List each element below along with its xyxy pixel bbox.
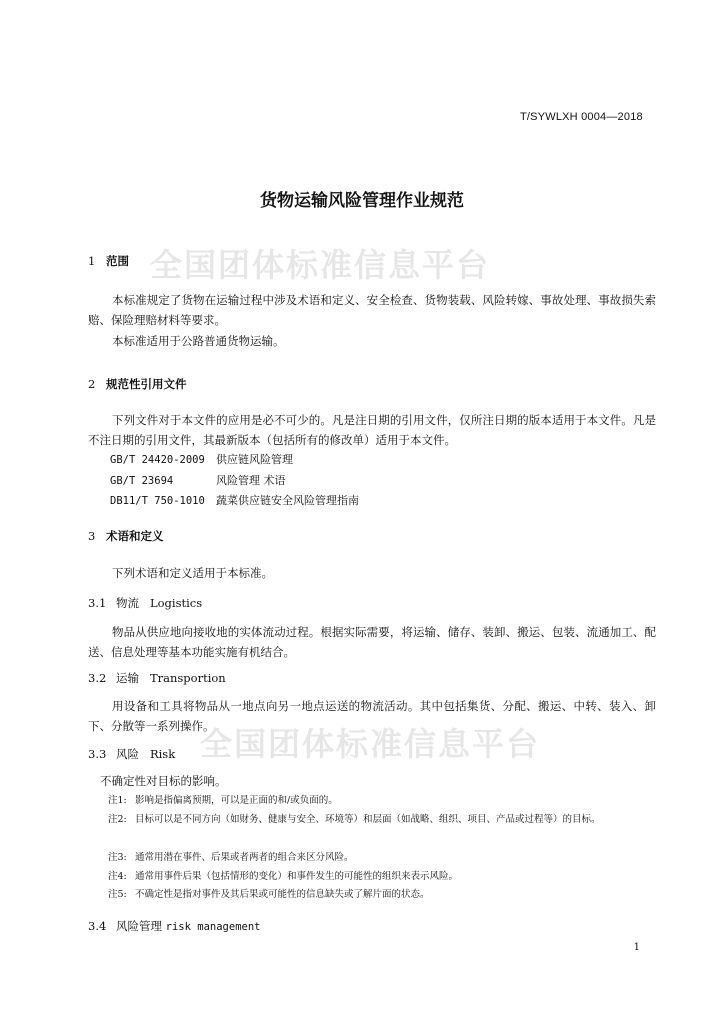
note-label: 注1: (108, 795, 127, 806)
section-title: 术语和定义 (106, 529, 164, 543)
term-zh: 风险 (116, 747, 139, 761)
note (108, 849, 656, 866)
term-number: 3.2 (88, 671, 107, 685)
reference-item (110, 451, 293, 467)
document-number: T/SYWLXH 0004—2018 (520, 111, 643, 123)
term-number: 3.4 (88, 919, 107, 933)
note (108, 868, 656, 885)
reference-code: DB11/T 750-1010 (110, 495, 205, 507)
term-number: 3.3 (88, 747, 107, 761)
section-title: 规范性引用文件 (106, 377, 187, 391)
note-text: 影响是指偏离预期，可以是正面的和/或负面的。 (135, 795, 338, 806)
watermark: 全国团体标准信息平台 (150, 246, 491, 284)
note-text: 目标可以是不同方向（如财务、健康与安全、环境等）和层面（如战略、组织、项目、产品或过程等）的目标。 (135, 814, 601, 825)
section-2-paragraph: 下列文件对于本文件的应用是必不可少的。凡是注日期的引用文件，仅所注日期的版本适用于本文件。凡是不注日期的引用文件，其最新版本（包括所有的修改单）适用于本文件。 (88, 413, 656, 447)
reference-title: 蔬菜供应链安全风险管理指南 (216, 494, 359, 507)
reference-code: GB/T 24420-2009 (110, 454, 205, 466)
note (108, 811, 656, 828)
page-number: 1 (633, 942, 640, 953)
note (108, 792, 656, 809)
term-zh: 物流 (116, 596, 139, 610)
section-number: 3 (88, 529, 96, 543)
note-label: 注2: (108, 814, 127, 825)
term-zh: 风险管理 (116, 919, 162, 933)
reference-title: 风险管理 术语 (216, 474, 286, 487)
note-text: 通常用事件后果（包括情形的变化）和事件发生的可能性的组织来表示风险。 (135, 871, 459, 882)
term-heading (88, 595, 202, 611)
reference-item (110, 472, 286, 488)
term-en: Risk (149, 747, 176, 761)
note-label: 注4: (108, 871, 127, 882)
section-number: 2 (88, 377, 96, 391)
section-1-heading (88, 253, 129, 269)
section-title: 范围 (106, 254, 129, 268)
note (108, 886, 656, 903)
reference-title: 供应链风险管理 (216, 453, 293, 466)
note-label: 注5: (108, 889, 127, 900)
term-heading (88, 746, 175, 762)
section-1-paragraph: 本标准规定了货物在运输过程中涉及术语和定义、安全检查、货物装载、风险转嫁、事故处理、事故损失索赔、保险理赔材料等要求。 (88, 293, 656, 327)
term-definition: 物品从供应地向接收地的实体流动过程。根据实际需要，将运输、储存、装卸、搬运、包装、流通加工、配送、信息处理等基本功能实施有机结合。 (88, 625, 656, 659)
term-number: 3.1 (88, 596, 107, 610)
term-definition: 不确定性对目标的影响。 (100, 774, 227, 788)
term-heading (88, 670, 226, 686)
term-definition: 用设备和工具将物品从一地点向另一地点运送的物流活动。其中包括集货、分配、搬运、中转、装入、卸下、分散等一系列操作。 (88, 699, 656, 733)
note-label: 注3: (108, 852, 127, 863)
term-heading (88, 918, 260, 934)
term-zh: 运输 (116, 671, 139, 685)
section-1-paragraph: 本标准适用于公路普通货物运输。 (112, 334, 285, 348)
watermark: 全国团体标准信息平台 (200, 725, 541, 763)
section-number: 1 (88, 254, 96, 268)
section-2-heading (88, 376, 187, 392)
reference-item (110, 492, 359, 508)
document-title: 货物运输风险管理作业规范 (260, 191, 464, 211)
note-text: 不确定性是指对事件及其后果或可能性的信息缺失或了解片面的状态。 (135, 889, 430, 900)
note-text: 通常用潜在事件、后果或者两者的组合来区分风险。 (135, 852, 354, 863)
section-3-heading (88, 528, 164, 544)
term-en: Logistics (149, 596, 203, 610)
term-en: Transportion (149, 671, 226, 685)
section-3-intro: 下列术语和定义适用于本标准。 (112, 566, 273, 580)
term-en: risk management (165, 921, 261, 933)
reference-code: GB/T 23694 (110, 475, 174, 487)
